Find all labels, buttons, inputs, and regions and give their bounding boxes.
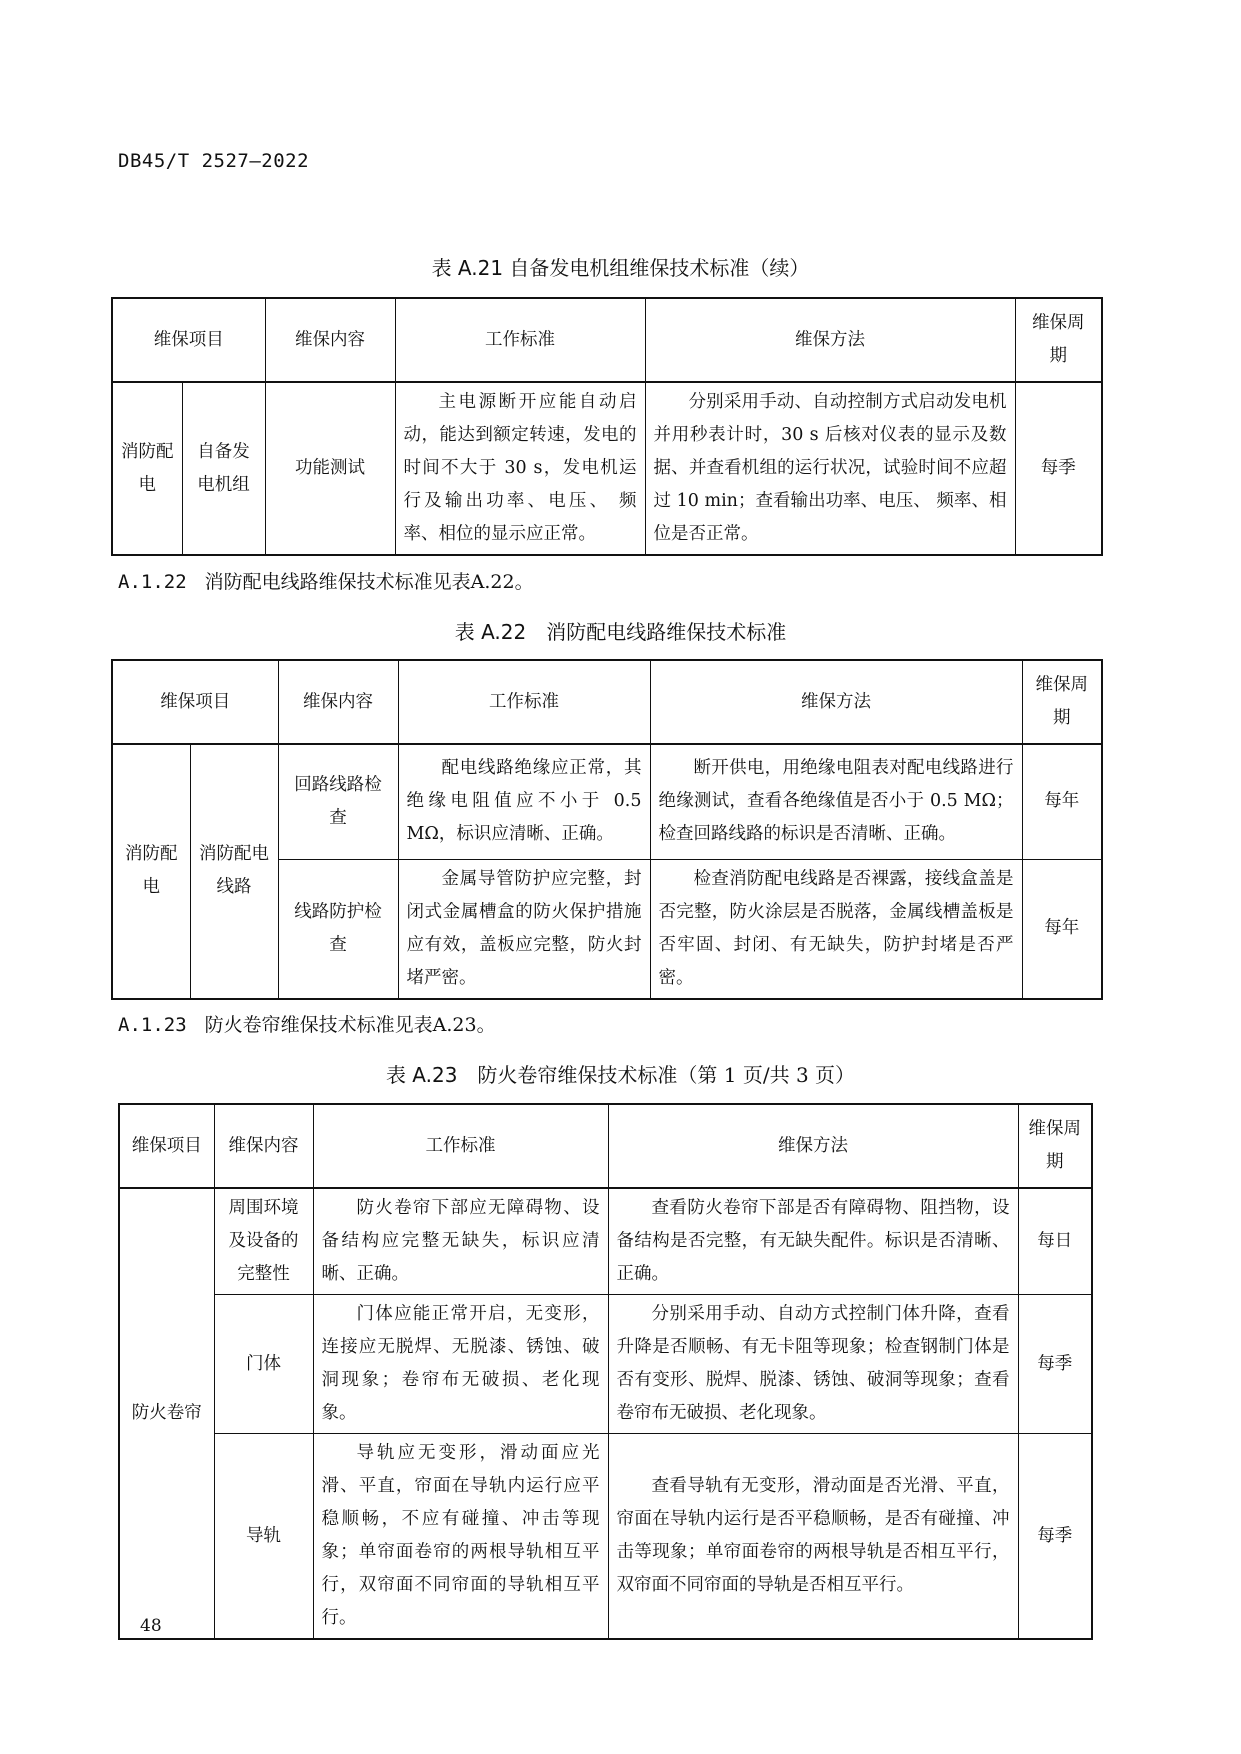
item-cell: 消防配电线路 — [190, 744, 278, 999]
method-cell: 查看防火卷帘下部是否有障碍物、阻挡物，设备结构是否完整，有无缺失配件。标识是否清晰、正确。 — [608, 1188, 1018, 1295]
clause-number: A.1.22 — [118, 571, 187, 593]
clause-a123 — [118, 1010, 496, 1037]
header-method: 维保方法 — [650, 660, 1022, 744]
table-a21 — [111, 297, 1103, 556]
method-cell: 分别采用手动、自动控制方式启动发电机并用秒表计时，30 s 后核对仪表的显示及数据、并查看机组的运行状况，试验时间不应超过 10 min；查看输出功率、电压、 频率、相位是否正常。 — [645, 382, 1015, 555]
table-row — [112, 744, 1102, 859]
document-code: DB45/T 2527—2022 — [118, 150, 310, 172]
content-cell: 线路防护检查 — [278, 859, 398, 999]
table-header-row — [112, 660, 1102, 744]
clause-text: 消防配电线路维保技术标准见表A.22。 — [204, 571, 534, 593]
table-a23-page-indicator: （第 1 页/共 3 页） — [677, 1063, 856, 1087]
period-cell: 每年 — [1022, 744, 1102, 859]
category-cell: 消防配电 — [112, 744, 190, 999]
header-period: 维保周期 — [1015, 298, 1102, 382]
page-number: 48 — [140, 1616, 162, 1636]
method-cell: 检查消防配电线路是否裸露，接线盒盖是否完整，防火涂层是否脱落，金属线槽盖板是否牢固、封闭、有无缺失，防护封堵是否严密。 — [650, 859, 1022, 999]
table-row — [119, 1295, 1092, 1434]
header-project: 维保项目 — [112, 660, 278, 744]
standard-cell: 防火卷帘下部应无障碍物、设备结构应完整无缺失，标识应清晰、正确。 — [313, 1188, 608, 1295]
clause-text: 防火卷帘维保技术标准见表A.23。 — [204, 1014, 496, 1036]
clause-a122 — [118, 567, 534, 594]
standard-cell: 门体应能正常开启，无变形，连接应无脱焊、无脱漆、锈蚀、破洞现象；卷帘布无破损、老化现象。 — [313, 1295, 608, 1434]
standard-cell: 导轨应无变形，滑动面应光滑、平直，帘面在导轨内运行应平稳顺畅，不应有碰撞、冲击等现象；单帘面卷帘的两根导轨相互平行，双帘面不同帘面的导轨相互平行。 — [313, 1434, 608, 1640]
standard-cell: 主电源断开应能自动启动，能达到额定转速，发电的时间不大于 30 s，发电机运行及输出功率、电压、 频率、相位的显示应正常。 — [395, 382, 645, 555]
standard-cell: 金属导管防护应完整，封闭式金属槽盒的防火保护措施应有效，盖板应完整，防火封堵严密。 — [398, 859, 650, 999]
category-cell: 消防配电 — [112, 382, 182, 555]
table-header-row — [112, 298, 1102, 382]
content-cell: 周围环境及设备的完整性 — [214, 1188, 313, 1295]
header-standard: 工作标准 — [313, 1104, 608, 1188]
method-cell: 查看导轨有无变形，滑动面是否光滑、平直，帘面在导轨内运行是否平稳顺畅，是否有碰撞、冲击等现象；单帘面卷帘的两根导轨是否相互平行，双帘面不同帘面的导轨是否相互平行。 — [608, 1434, 1018, 1640]
header-standard: 工作标准 — [395, 298, 645, 382]
header-project: 维保项目 — [112, 298, 265, 382]
table-a21-title: 表 A.21 自备发电机组维保技术标准 — [431, 256, 750, 280]
table-a21-continued: （续） — [749, 256, 810, 280]
header-content: 维保内容 — [265, 298, 395, 382]
header-standard: 工作标准 — [398, 660, 650, 744]
header-project: 维保项目 — [119, 1104, 214, 1188]
standard-cell: 配电线路绝缘应正常，其绝缘电阻值应不小于 0.5 MΩ，标识应清晰、正确。 — [398, 744, 650, 859]
header-content: 维保内容 — [278, 660, 398, 744]
period-cell: 每季 — [1018, 1434, 1092, 1640]
table-row — [119, 1434, 1092, 1640]
method-cell: 断开供电，用绝缘电阻表对配电线路进行绝缘测试，查看各绝缘值是否小于 0.5 MΩ；检查回路线路的标识是否清晰、正确。 — [650, 744, 1022, 859]
table-row — [112, 382, 1102, 555]
clause-number: A.1.23 — [118, 1014, 187, 1036]
table-row — [119, 1188, 1092, 1295]
table-header-row — [119, 1104, 1092, 1188]
category-cell: 防火卷帘 — [119, 1188, 214, 1639]
content-cell: 门体 — [214, 1295, 313, 1434]
content-cell: 功能测试 — [265, 382, 395, 555]
header-content: 维保内容 — [214, 1104, 313, 1188]
period-cell: 每年 — [1022, 859, 1102, 999]
period-cell: 每季 — [1018, 1295, 1092, 1434]
header-method: 维保方法 — [645, 298, 1015, 382]
period-cell: 每季 — [1015, 382, 1102, 555]
table-a21-caption — [0, 252, 1241, 281]
header-period: 维保周期 — [1022, 660, 1102, 744]
header-method: 维保方法 — [608, 1104, 1018, 1188]
item-cell: 自备发电机组 — [182, 382, 265, 555]
period-cell: 每日 — [1018, 1188, 1092, 1295]
table-a23-title: 表 A.23 防火卷帘维保技术标准 — [385, 1063, 678, 1087]
table-a23 — [118, 1103, 1093, 1640]
content-cell: 导轨 — [214, 1434, 313, 1640]
content-cell: 回路线路检查 — [278, 744, 398, 859]
header-period: 维保周期 — [1018, 1104, 1092, 1188]
table-a22 — [111, 659, 1103, 1000]
table-a22-caption: 表 A.22 消防配电线路维保技术标准 — [454, 620, 787, 644]
table-a23-caption — [0, 1059, 1241, 1088]
method-cell: 分别采用手动、自动方式控制门体升降，查看升降是否顺畅、有无卡阻等现象；检查钢制门体是否有变形、脱焊、脱漆、锈蚀、破洞等现象；查看卷帘布无破损、老化现象。 — [608, 1295, 1018, 1434]
